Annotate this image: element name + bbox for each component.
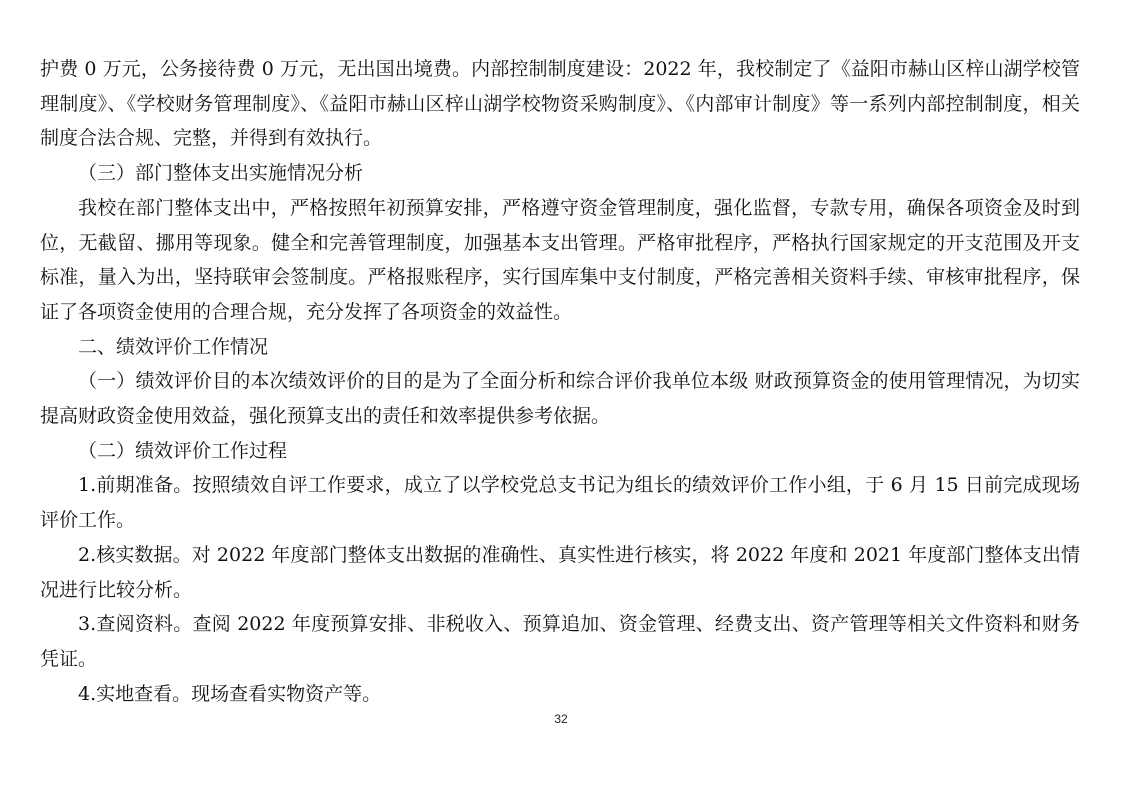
page-number: 32 xyxy=(554,712,568,726)
list-item-site-inspection: 4.实地查看。现场查看实物资产等。 xyxy=(78,682,382,705)
heading-evaluation-process: （二）绩效评价工作过程 xyxy=(78,439,288,462)
paragraph-evaluation-purpose: （一）绩效评价目的本次绩效评价的目的是为了全面分析和综合评价我单位本级 财政预算资金的使用管理情况，为切实提高财政资金使用效益，强化预算支出的责任和效率提供参考依据。 xyxy=(40,370,1080,428)
paragraph-budget-continuation: 护费 0 万元，公务接待费 0 万元，无出国出境费。内部控制制度建设：2022 年，我校制定了《益阳市赫山区梓山湖学校管理制度》、《学校财务管理制度》、《益阳市赫山区梓山湖学校物资采购制度》、《内部审计制度》等一系列内部控制制度，相关制度合法合规、完整，并得到有效执行。 xyxy=(40,58,1080,150)
heading-performance-evaluation: 二、绩效评价工作情况 xyxy=(78,335,269,358)
heading-section-3-expenditure-analysis: （三）部门整体支出实施情况分析 xyxy=(78,162,364,185)
document-body xyxy=(40,52,1080,711)
list-item-verify-data: 2.核实数据。对 2022 年度部门整体支出数据的准确性、真实性进行核实，将 2022 年度和 2021 年度部门整体支出情况进行比较分析。 xyxy=(40,543,1080,601)
list-item-review-documents: 3.查阅资料。查阅 2022 年度预算安排、非税收入、预算追加、资金管理、经费支出、资产管理等相关文件资料和财务凭证。 xyxy=(40,613,1080,670)
paragraph-expenditure-management: 我校在部门整体支出中，严格按照年初预算安排，严格遵守资金管理制度，强化监督，专款专用，确保各项资金及时到位，无截留、挪用等现象。健全和完善管理制度，加强基本支出管理。严格审批程序，严格执行国家规定的开支范围及开支标准，量入为出，坚持联审会签制度。严格报账程序，实行国库集中支付制度，严格完善相关资料手续、审核审批程序，保证了各项资金使用的合理合规，充分发挥了各项资金的效益性。 xyxy=(40,196,1080,323)
list-item-preparation: 1.前期准备。按照绩效自评工作要求，成立了以学校党总支书记为组长的绩效评价工作小组，于 6 月 15 日前完成现场评价工作。 xyxy=(40,474,1080,532)
